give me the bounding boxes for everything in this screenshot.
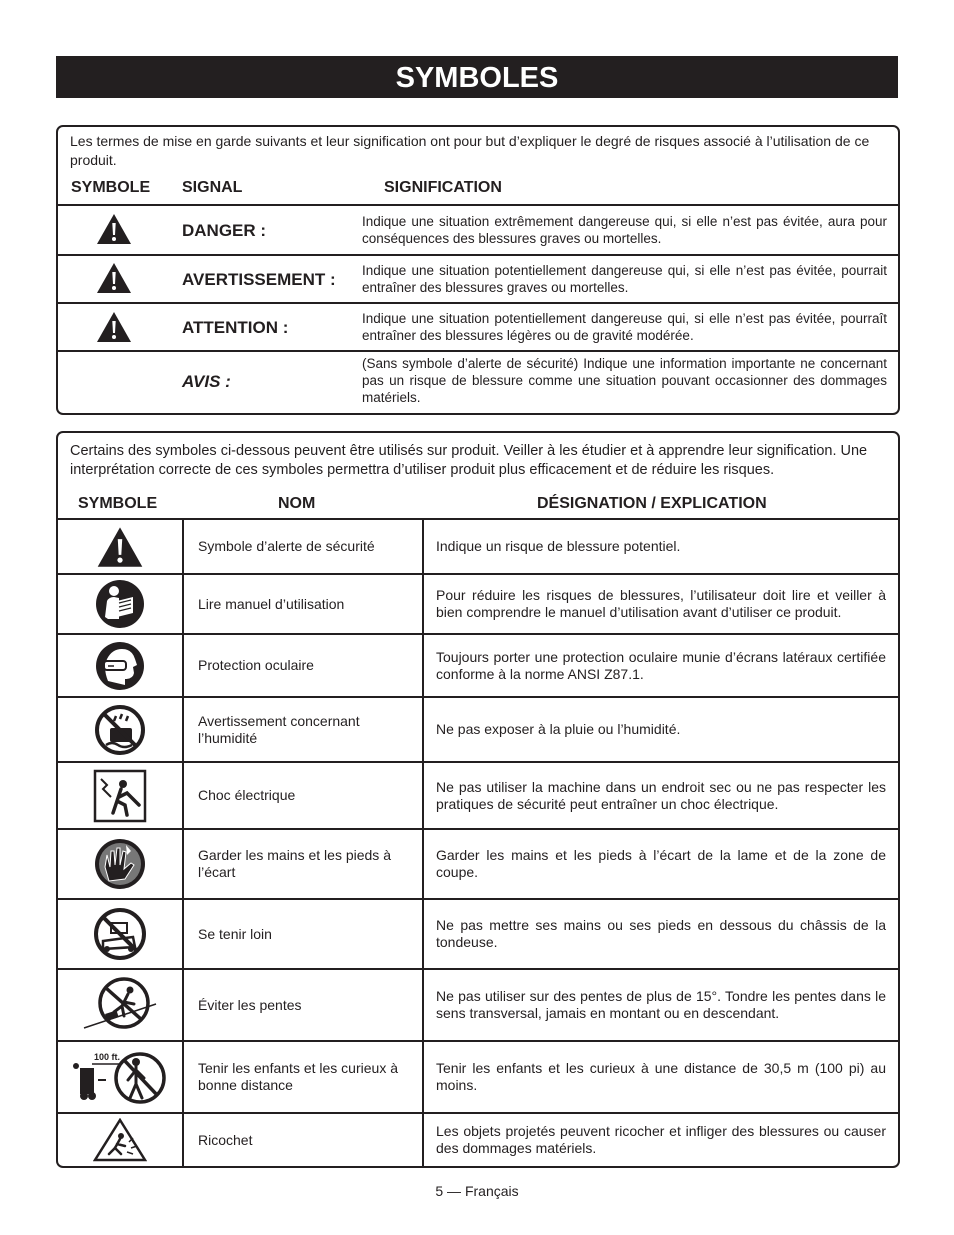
section1-intro: Les termes de mise en garde suivants et leur signification ont pour but d’expliquer le degré de risques associé à l’utilisation de ce produit.: [70, 133, 870, 168]
distance-label: 100 ft.: [94, 1052, 121, 1062]
symbol-name: Symbole d’alerte de sécurité: [198, 538, 375, 554]
symbol-explanation: Toujours porter une protection oculaire munie d’écrans latéraux certifiée conforme à la norme ANSI Z87.1.: [436, 648, 886, 682]
signal-words-table: [56, 125, 900, 415]
symbol-name: Choc électrique: [198, 787, 296, 803]
signal-caution: ATTENTION :: [182, 318, 289, 337]
safety-alert-icon: [96, 526, 144, 568]
symbol-name: Ricochet: [198, 1131, 253, 1148]
table-row: [58, 970, 898, 1040]
symbol-name: Éviter les pentes: [198, 996, 302, 1013]
table-row: [58, 698, 898, 761]
page-footer: 5 — Français: [435, 1183, 519, 1199]
meaning-danger: Indique une situation extrêmement dangereuse qui, si elle n’est pas évitée, aura pour conséquences des blessures graves ou mortelles.: [362, 214, 887, 246]
symbol-explanation: Ne pas utiliser la machine dans un endroit sec ou ne pas respecter les pratiques de sécurité peut entraîner un choc électrique.: [436, 778, 886, 812]
symbol-name: Lire manuel d’utilisation: [198, 595, 345, 612]
symbol-explanation: Pour réduire les risques de blessures, l’utilisateur doit lire et veiller à bien comprendre le manuel d’utilisation avant d’utiliser ce produit.: [436, 587, 886, 620]
divider: [58, 350, 898, 352]
symbol-explanation: Indique un risque de blessure potentiel.: [436, 538, 681, 554]
meaning-notice: (Sans symbole d’alerte de sécurité) Indique une information importante ne concernant pas un risque de blessure comme une situation pouvant occasionner des dommages matériels.: [362, 356, 887, 405]
keep-hands-away-icon: [93, 837, 147, 891]
table-row: [58, 830, 898, 898]
symbol-name: Se tenir loin: [198, 925, 272, 942]
symbol-name: Avertissement concernant l’humidité: [198, 712, 360, 746]
symbol-explanation: Tenir les enfants et les curieux à une distance de 30,5 m (100 pi) au moins.: [436, 1060, 886, 1093]
symbol-explanation: Ne pas utiliser sur des pentes de plus de 15°. Tondre les pentes dans le sens transversal, jamais en montant ou en descendant.: [436, 988, 886, 1021]
symbol-name: Garder les mains et les pieds à l’écart: [198, 847, 391, 880]
header-signal: SIGNAL: [182, 179, 243, 196]
page-title: SYMBOLES: [56, 56, 898, 98]
section2-intro: Certains des symboles ci-dessous peuvent être utilisés sur produit. Veiller à les étudier et à apprendre leur signification. Une interprétation correcte de ces symboles permettra d’utiliser produit plus efficacement et de réduire les risques.: [70, 443, 868, 478]
table-row: [58, 763, 898, 828]
keep-bystanders-away-icon: [72, 1046, 168, 1108]
symbol-name: Tenir les enfants et les curieux à bonne distance: [198, 1060, 398, 1093]
table-row: [58, 1042, 898, 1112]
signal-notice: AVIS :: [182, 372, 231, 391]
avoid-slopes-icon: [80, 976, 160, 1034]
divider: [58, 204, 898, 206]
warning-triangle-icon: [96, 213, 132, 245]
divider: [58, 302, 898, 304]
symbols-table: [56, 431, 900, 1168]
header-meaning: SIGNIFICATION: [384, 179, 502, 196]
symbol-name: Protection oculaire: [198, 657, 314, 673]
signal-warning: AVERTISSEMENT :: [182, 270, 336, 289]
header-name: NOM: [278, 495, 316, 512]
table-row: [58, 900, 898, 968]
read-manual-icon: [95, 579, 145, 629]
stay-clear-icon: [93, 907, 147, 961]
symbol-explanation: Garder les mains et les pieds à l’écart de la lame et de la zone de coupe.: [436, 847, 886, 880]
header-symbol: SYMBOLE: [78, 495, 158, 512]
electric-shock-icon: [93, 769, 147, 823]
ricochet-icon: [93, 1118, 147, 1162]
meaning-warning: Indique une situation potentiellement dangereuse qui, si elle n’est pas évitée, pourrait entraîner des blessures graves ou mortelles.: [362, 263, 887, 295]
symbol-explanation: Ne pas mettre ses mains ou ses pieds en dessous du châssis de la tondeuse.: [436, 917, 886, 950]
divider: [58, 254, 898, 256]
header-symbol: SYMBOLE: [71, 179, 151, 196]
symbol-explanation: Ne pas exposer à la pluie ou l’humidité.: [436, 721, 681, 737]
table-row: [58, 635, 898, 696]
signal-danger: DANGER :: [182, 221, 267, 240]
symbol-explanation: Les objets projetés peuvent ricocher et infliger des blessures ou causer des dommages matériels.: [436, 1123, 886, 1156]
eye-protection-icon: [95, 641, 145, 691]
wet-conditions-icon: [94, 704, 146, 756]
meaning-caution: Indique une situation potentiellement dangereuse qui, si elle n’est pas évitée, pourraît entraîner des blessures légères ou de gravité modérée.: [362, 311, 887, 343]
table-row: [58, 575, 898, 633]
warning-triangle-icon: [96, 311, 132, 343]
table-row: [58, 520, 898, 573]
warning-triangle-icon: [96, 262, 132, 294]
table-row: [58, 1114, 898, 1166]
header-explanation: DÉSIGNATION / EXPLICATION: [537, 495, 767, 512]
